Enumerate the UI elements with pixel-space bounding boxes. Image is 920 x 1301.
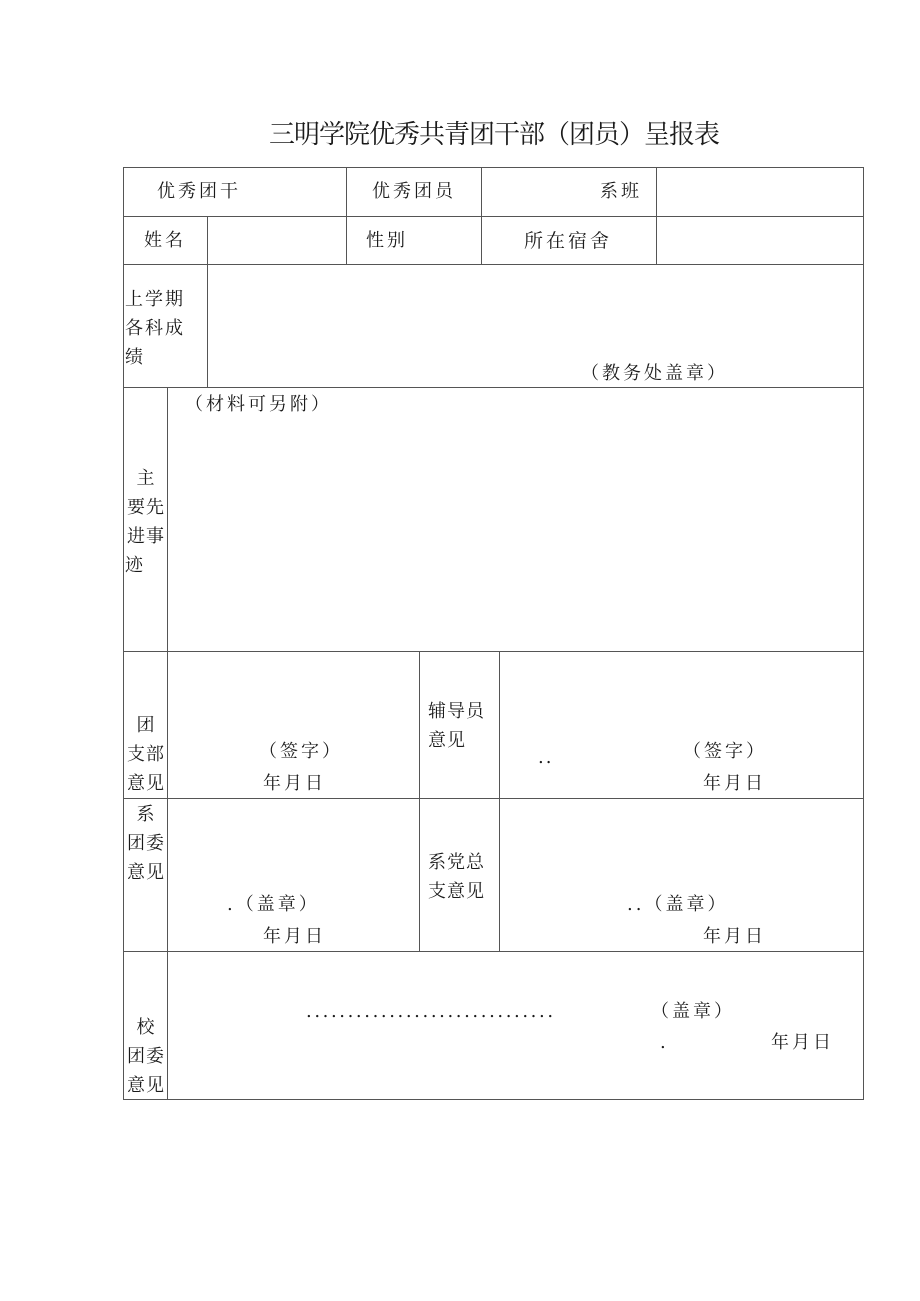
cadre-label: 优秀团干: [157, 181, 241, 202]
school-league-seal: （盖章）: [651, 1001, 735, 1022]
school-league-date: 年月日: [771, 1032, 834, 1053]
name-field[interactable]: [208, 217, 346, 264]
grades-label: 上学期 各科成 绩: [125, 289, 185, 368]
party-branch-date: 年月日: [703, 926, 766, 947]
branch-sign: （签字）: [259, 741, 343, 762]
school-league-label: 校 团委 意见: [127, 1017, 165, 1096]
gender-label: 性别: [366, 230, 408, 251]
academic-office-stamp: （教务处盖章）: [581, 363, 728, 384]
counselor-dots: ..: [538, 747, 554, 768]
party-branch-seal: ..（盖章）: [627, 894, 729, 915]
materials-note: （材料可另附）: [185, 394, 332, 415]
counselor-date: 年月日: [703, 773, 766, 794]
dept-league-label: 系 团委 意见: [127, 804, 165, 883]
school-league-dot: .: [660, 1032, 669, 1053]
dept-league-seal: .（盖章）: [227, 894, 320, 915]
party-branch-label: 系党总 支意见: [428, 852, 485, 902]
counselor-sign: （签字）: [683, 741, 767, 762]
branch-label: 团 支部 意见: [127, 715, 165, 794]
dorm-field[interactable]: [657, 217, 863, 264]
branch-date: 年月日: [263, 773, 326, 794]
school-league-dots: ..............................: [306, 1001, 556, 1022]
counselor-label: 辅导员 意见: [428, 701, 485, 751]
name-label: 姓名: [144, 230, 186, 251]
page-title: 三明学院优秀共青团干部（团员）呈报表: [268, 120, 719, 150]
dorm-label: 所在宿舍: [524, 230, 613, 252]
dept-class-label: 系班: [600, 181, 642, 202]
deeds-field[interactable]: [168, 420, 863, 650]
dept-class-field[interactable]: [657, 168, 863, 216]
member-label: 优秀团员: [372, 181, 456, 202]
dept-league-date: 年月日: [263, 926, 326, 947]
deeds-label: 主 要先 进事 迹: [125, 468, 165, 576]
